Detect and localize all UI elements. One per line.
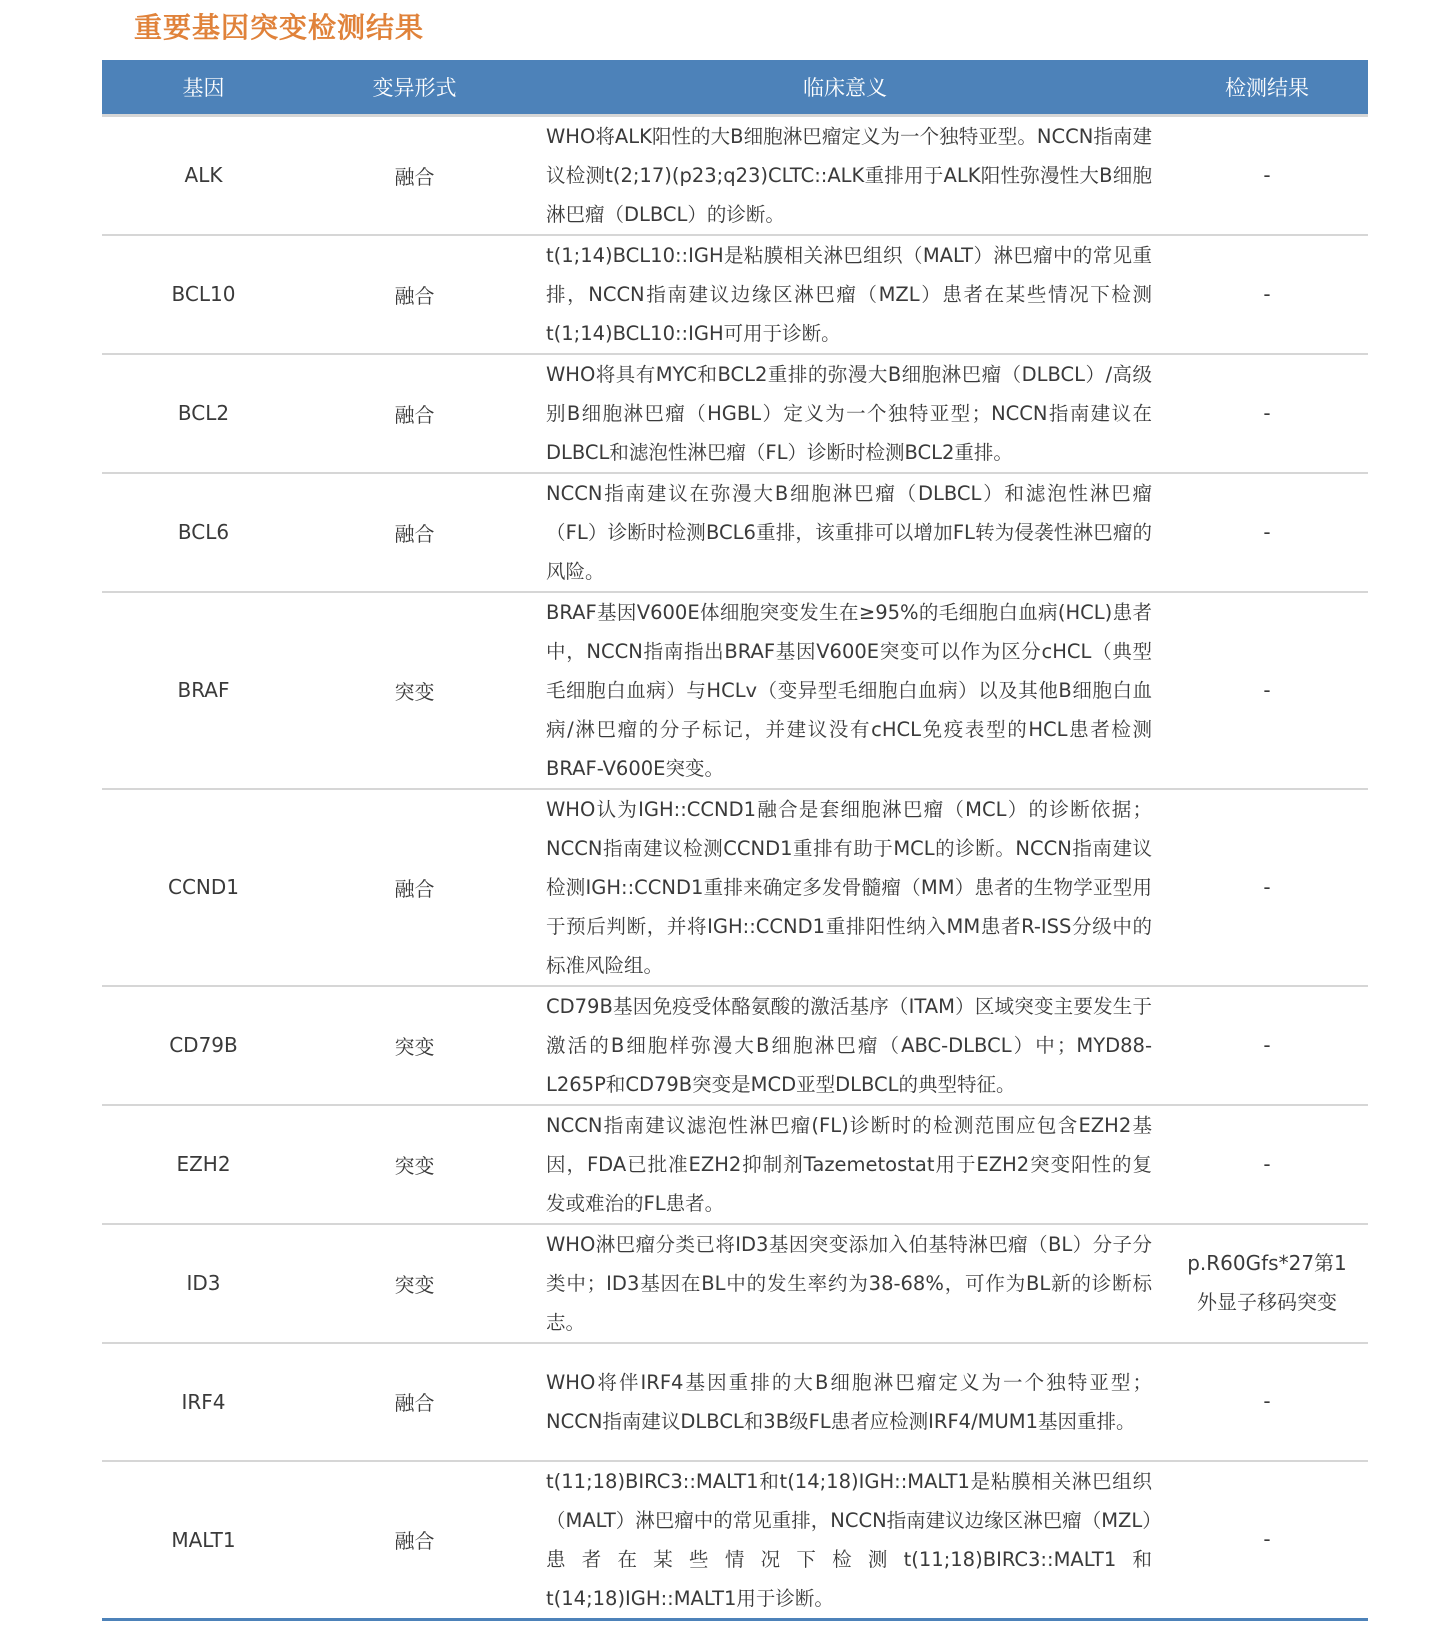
variant-type-cell: 突变 <box>305 1224 524 1343</box>
variant-type-cell: 融合 <box>305 235 524 354</box>
test-result-cell: - <box>1166 473 1368 592</box>
test-result-cell: p.R60Gfs*27第1外显子移码突变 <box>1166 1224 1368 1343</box>
clinical-significance-cell: t(11;18)BIRC3::MALT1和t(14;18)IGH::MALT1是粘膜相关淋巴组织（MALT）淋巴瘤中的常见重排，NCCN指南建议边缘区淋巴瘤（MZL）患者在某些情况下检测t(11;18)BIRC3::MALT1和t(14;18)IGH::MALT1用于诊断。 <box>524 1461 1166 1618</box>
table-row <box>102 1105 1368 1224</box>
table-row <box>102 789 1368 986</box>
clinical-significance-cell: NCCN指南建议滤泡性淋巴瘤(FL)诊断时的检测范围应包含EZH2基因，FDA已批准EZH2抑制剂Tazemetostat用于EZH2突变阳性的复发或难治的FL患者。 <box>524 1105 1166 1224</box>
variant-type-cell: 融合 <box>305 354 524 473</box>
header-test-result: 检测结果 <box>1225 75 1309 100</box>
test-result-cell: - <box>1166 115 1368 235</box>
variant-type-cell: 融合 <box>305 1343 524 1461</box>
table-bottom-rule <box>102 1618 1368 1621</box>
table-row <box>102 1343 1368 1461</box>
mutation-results-table-container <box>102 60 1368 1621</box>
gene-cell: CD79B <box>102 986 305 1105</box>
table-header-row <box>102 60 1368 115</box>
test-result-cell: - <box>1166 789 1368 986</box>
gene-cell: EZH2 <box>102 1105 305 1224</box>
test-result-cell: - <box>1166 1105 1368 1224</box>
table-header <box>102 60 1368 115</box>
clinical-significance-cell: CD79B基因免疫受体酪氨酸的激活基序（ITAM）区域突变主要发生于激活的B细胞样弥漫大B细胞淋巴瘤（ABC-DLBCL）中；MYD88-L265P和CD79B突变是MCD亚型DLBCL的典型特征。 <box>524 986 1166 1105</box>
table-row <box>102 986 1368 1105</box>
mutation-results-table <box>102 60 1368 1618</box>
table-row <box>102 354 1368 473</box>
gene-cell: BRAF <box>102 592 305 789</box>
clinical-significance-cell: t(1;14)BCL10::IGH是粘膜相关淋巴组织（MALT）淋巴瘤中的常见重排，NCCN指南建议边缘区淋巴瘤（MZL）患者在某些情况下检测t(1;14)BCL10::IGH可用于诊断。 <box>524 235 1166 354</box>
variant-type-cell: 突变 <box>305 592 524 789</box>
table-body <box>102 115 1368 1618</box>
header-gene: 基因 <box>182 75 225 100</box>
table-row <box>102 235 1368 354</box>
header-variant-type: 变异形式 <box>372 75 457 100</box>
table-row <box>102 473 1368 592</box>
clinical-significance-cell: NCCN指南建议在弥漫大B细胞淋巴瘤（DLBCL）和滤泡性淋巴瘤（FL）诊断时检测BCL6重排，该重排可以增加FL转为侵袭性淋巴瘤的风险。 <box>524 473 1166 592</box>
gene-cell: BCL10 <box>102 235 305 354</box>
variant-type-cell: 融合 <box>305 473 524 592</box>
test-result-cell: - <box>1166 1343 1368 1461</box>
test-result-cell: - <box>1166 592 1368 789</box>
variant-type-cell: 突变 <box>305 986 524 1105</box>
gene-cell: BCL6 <box>102 473 305 592</box>
variant-type-cell: 突变 <box>305 1105 524 1224</box>
page-title: 重要基因突变检测结果 <box>134 11 425 44</box>
table-row <box>102 1461 1368 1618</box>
table-row <box>102 592 1368 789</box>
test-result-cell: - <box>1166 1461 1368 1618</box>
variant-type-cell: 融合 <box>305 115 524 235</box>
gene-cell: BCL2 <box>102 354 305 473</box>
clinical-significance-cell: BRAF基因V600E体细胞突变发生在≥95%的毛细胞白血病(HCL)患者中，NCCN指南指出BRAF基因V600E突变可以作为区分cHCL（典型毛细胞白血病）与HCLv（变异型毛细胞白血病）以及其他B细胞白血病/淋巴瘤的分子标记，并建议没有cHCL免疫表型的HCL患者检测BRAF-V600E突变。 <box>524 592 1166 789</box>
table-row <box>102 1224 1368 1343</box>
clinical-significance-cell: WHO将伴IRF4基因重排的大B细胞淋巴瘤定义为一个独特亚型；NCCN指南建议DLBCL和3B级FL患者应检测IRF4/MUM1基因重排。 <box>524 1343 1166 1461</box>
clinical-significance-cell: WHO认为IGH::CCND1融合是套细胞淋巴瘤（MCL）的诊断依据；NCCN指南建议检测CCND1重排有助于MCL的诊断。NCCN指南建议检测IGH::CCND1重排来确定多发骨髓瘤（MM）患者的生物学亚型用于预后判断，并将IGH::CCND1重排阳性纳入MM患者R-ISS分级中的标准风险组。 <box>524 789 1166 986</box>
gene-cell: ID3 <box>102 1224 305 1343</box>
header-clinical-significance: 临床意义 <box>803 75 887 100</box>
gene-cell: ALK <box>102 115 305 235</box>
table-row <box>102 115 1368 235</box>
clinical-significance-cell: WHO淋巴瘤分类已将ID3基因突变添加入伯基特淋巴瘤（BL）分子分类中；ID3基因在BL中的发生率约为38-68%，可作为BL新的诊断标志。 <box>524 1224 1166 1343</box>
gene-cell: CCND1 <box>102 789 305 986</box>
test-result-cell: - <box>1166 354 1368 473</box>
gene-cell: IRF4 <box>102 1343 305 1461</box>
test-result-cell: - <box>1166 986 1368 1105</box>
test-result-cell: - <box>1166 235 1368 354</box>
variant-type-cell: 融合 <box>305 789 524 986</box>
gene-cell: MALT1 <box>102 1461 305 1618</box>
clinical-significance-cell: WHO将ALK阳性的大B细胞淋巴瘤定义为一个独特亚型。NCCN指南建议检测t(2;17)(p23;q23)CLTC::ALK重排用于ALK阳性弥漫性大B细胞淋巴瘤（DLBCL）的诊断。 <box>524 115 1166 235</box>
variant-type-cell: 融合 <box>305 1461 524 1618</box>
clinical-significance-cell: WHO将具有MYC和BCL2重排的弥漫大B细胞淋巴瘤（DLBCL）/高级别B细胞淋巴瘤（HGBL）定义为一个独特亚型；NCCN指南建议在DLBCL和滤泡性淋巴瘤（FL）诊断时检测BCL2重排。 <box>524 354 1166 473</box>
